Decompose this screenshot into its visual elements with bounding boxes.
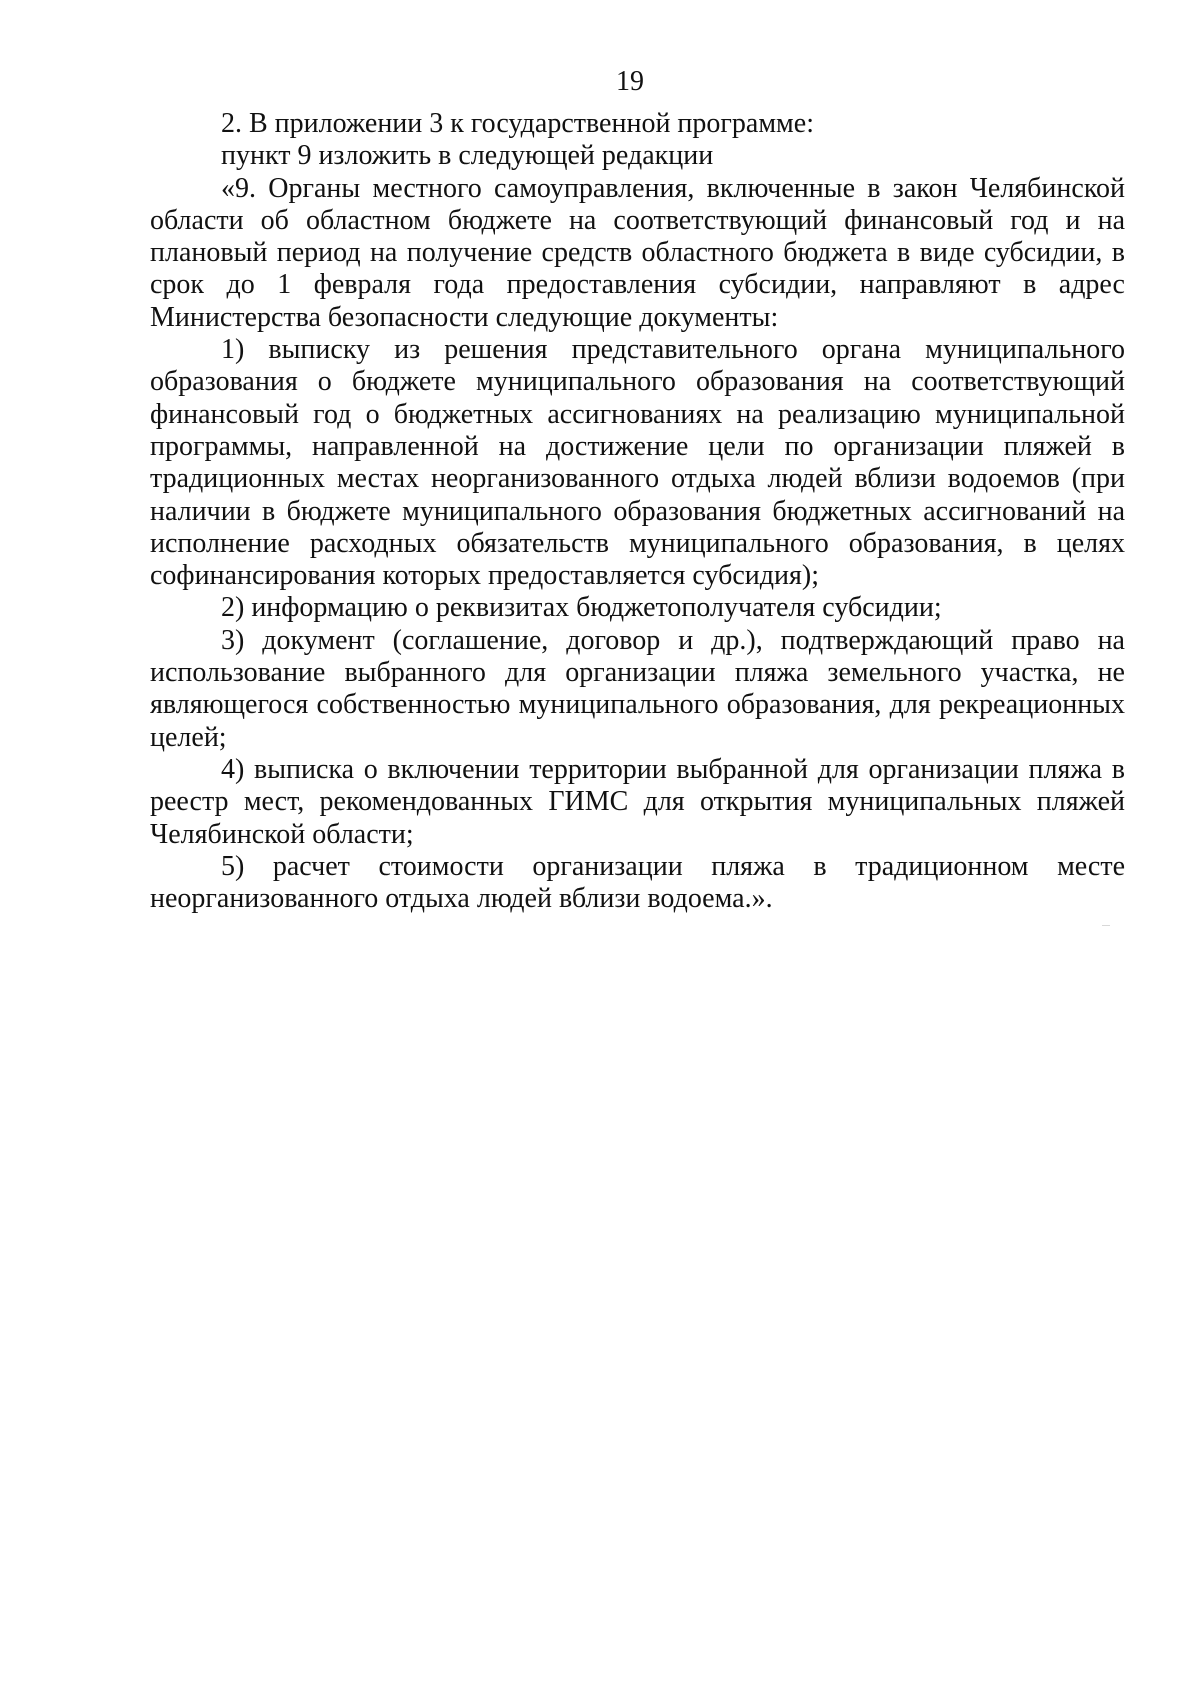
page-number: 19 bbox=[616, 66, 644, 97]
paragraph-subitem-5: 5) расчет стоимости организации пляжа в традиционном месте неорганизованного отдыха людей вблизи водоема.». bbox=[150, 850, 1125, 915]
document-body bbox=[150, 108, 1125, 915]
paragraph-appendix-reference: 2. В приложении 3 к государственной программе: bbox=[221, 108, 814, 139]
paragraph-item-9-intro: пункт 9 изложить в следующей редакции bbox=[221, 140, 714, 172]
scan-speck bbox=[1102, 925, 1110, 926]
paragraph-item-9-text: «9. Органы местного самоуправления, включенные в закон Челябинской области об областном бюджете на соответствующий финансовый год и на плановый период на получение средств областного бюджета в виде субсидии, в срок до 1 февраля года предоставления субсидии, направляют в адрес Министерства безопасности следующие документы: bbox=[150, 172, 1125, 333]
paragraph-subitem-3: 3) документ (соглашение, договор и др.), подтверждающий право на использование выбранного для организации пляжа земельного участка, не являющегося собственностью муниципального образования, для рекреационных целей; bbox=[150, 624, 1125, 753]
paragraph-subitem-1: 1) выписку из решения представительного органа муниципального образования о бюджете муниципального образования на соответствующий финансовый год о бюджетных ассигнованиях на реализацию муниципальной программы, направленной на достижение цели по организации пляжей в традиционных местах неорганизованного отдыха людей вблизи водоемов (при наличии в бюджете муниципального образования бюджетных ассигнований на исполнение расходных обязательств муниципального образования, в целях софинансирования которых предоставляется субсидия); bbox=[150, 334, 1125, 592]
paragraph-subitem-4: 4) выписка о включении территории выбранной для организации пляжа в реестр мест, рекомендованных ГИМС для открытия муниципальных пляжей Челябинской области; bbox=[150, 753, 1125, 850]
paragraph-subitem-2: 2) информацию о реквизитах бюджетополучателя субсидии; bbox=[221, 592, 942, 624]
